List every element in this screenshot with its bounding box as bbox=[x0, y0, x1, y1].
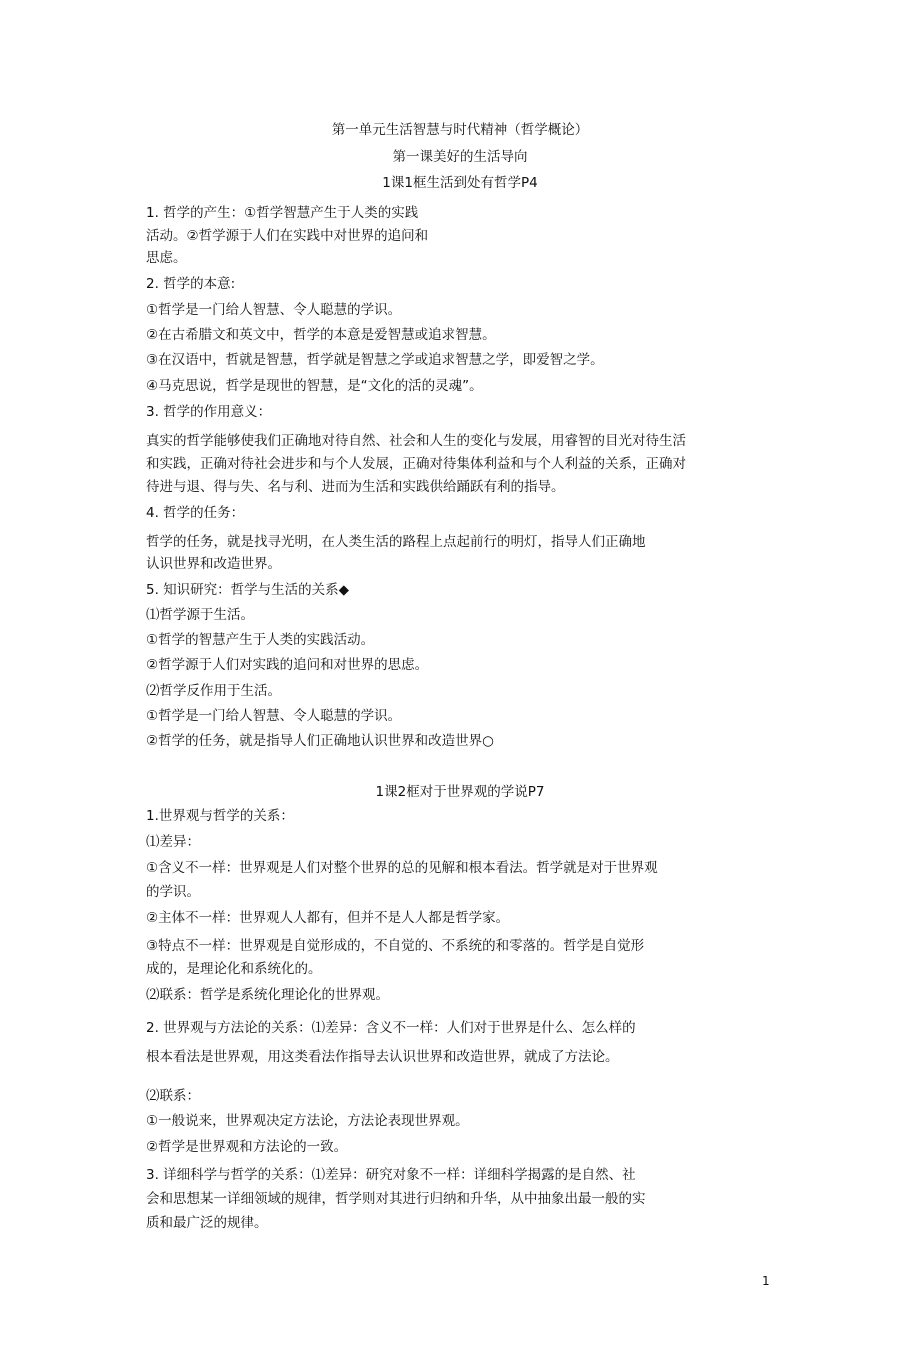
paragraph-line: 认识世界和改造世界。 bbox=[146, 556, 281, 572]
paragraph-line: 质和最广泛的规律。 bbox=[146, 1215, 268, 1231]
sub-heading: ⑴哲学源于生活。 bbox=[146, 607, 254, 623]
section-title-2: 1课2框对于世界观的学说P7 bbox=[375, 784, 545, 800]
section-title-1: 1课1框生活到处有哲学P4 bbox=[382, 175, 538, 191]
unit-title: 第一单元生活智慧与时代精神（哲学概论） bbox=[331, 122, 589, 138]
lesson-title: 第一课美好的生活导向 bbox=[392, 149, 528, 165]
list-item: ②哲学源于人们对实践的追问和对世界的思虑。 bbox=[146, 657, 429, 673]
item-heading: 1.世界观与哲学的关系： bbox=[146, 808, 294, 824]
list-item: ②哲学是世界观和方法论的一致。 bbox=[146, 1139, 348, 1155]
sub-heading: ⑵联系：哲学是系统化理论化的世界观。 bbox=[146, 987, 389, 1003]
paragraph-line: 待进与退、得与失、名与利、进而为生活和实践供给踊跃有利的指导。 bbox=[146, 479, 565, 495]
paragraph-line: 成的，是理论化和系统化的。 bbox=[146, 961, 322, 977]
list-item: ①哲学是一门给人智慧、令人聪慧的学识。 bbox=[146, 302, 402, 318]
paragraph-line: 真实的哲学能够使我们正确地对待自然、社会和人生的变化与发展，用睿智的目光对待生活 bbox=[146, 433, 686, 449]
paragraph-line: ③特点不一样：世界观是自觉形成的，不自觉的、不系统的和零落的。哲学是自觉形 bbox=[146, 938, 645, 954]
list-item: ②哲学的任务，就是指导人们正确地认识世界和改造世界○ bbox=[146, 733, 494, 749]
page-number: 1 bbox=[762, 1274, 770, 1288]
sub-heading: ⑵联系： bbox=[146, 1088, 200, 1104]
paragraph-line: 1. 哲学的产生：①哲学智慧产生于人类的实践 bbox=[146, 205, 419, 221]
item-heading: 2. 哲学的本意: bbox=[146, 276, 236, 292]
paragraph-line: 和实践，正确对待社会进步和与个人发展，正确对待集体利益和与个人利益的关系，正确对 bbox=[146, 456, 686, 472]
sub-heading: ⑴差异： bbox=[146, 834, 200, 850]
paragraph-line: 会和思想某一详细领域的规律，哲学则对其进行归纳和升华，从中抽象出最一般的实 bbox=[146, 1191, 646, 1207]
list-item: ②在古希腊文和英文中，哲学的本意是爱智慧或追求智慧。 bbox=[146, 327, 496, 343]
paragraph-line: 根本看法是世界观，用这类看法作指导去认识世界和改造世界，就成了方法论。 bbox=[146, 1049, 619, 1065]
paragraph-line: 活动。②哲学源于人们在实践中对世界的追问和 bbox=[146, 228, 429, 244]
paragraph-line: 思虑。 bbox=[146, 250, 187, 266]
paragraph-line: 3. 详细科学与哲学的关系：⑴差异：研究对象不一样：详细科学揭露的是自然、社 bbox=[146, 1167, 636, 1183]
list-item: ④马克思说，哲学是现世的智慧，是“文化的活的灵魂”。 bbox=[146, 378, 483, 394]
list-item: ①一般说来，世界观决定方法论，方法论表现世界观。 bbox=[146, 1113, 469, 1129]
item-heading: 5. 知识研究：哲学与生活的关系◆ bbox=[146, 582, 350, 598]
list-item: ③在汉语中，哲就是智慧，哲学就是智慧之学或追求智慧之学，即爱智之学。 bbox=[146, 352, 604, 368]
paragraph-line: 2. 世界观与方法论的关系：⑴差异：含义不一样：人们对于世界是什么、怎么样的 bbox=[146, 1020, 636, 1036]
sub-heading: ⑵哲学反作用于生活。 bbox=[146, 683, 281, 699]
paragraph-line: ①含义不一样：世界观是人们对整个世界的总的见解和根本看法。哲学就是对于世界观 bbox=[146, 860, 658, 876]
list-item: ②主体不一样：世界观人人都有，但并不是人人都是哲学家。 bbox=[146, 910, 510, 926]
list-item: ①哲学是一门给人智慧、令人聪慧的学识。 bbox=[146, 708, 402, 724]
paragraph-line: 哲学的任务，就是找寻光明，在人类生活的路程上点起前行的明灯，指导人们正确地 bbox=[146, 534, 646, 550]
item-heading: 3. 哲学的作用意义： bbox=[146, 404, 272, 420]
item-heading: 4. 哲学的任务： bbox=[146, 505, 245, 521]
list-item: ①哲学的智慧产生于人类的实践活动。 bbox=[146, 632, 375, 648]
paragraph-line: 的学识。 bbox=[146, 884, 200, 900]
